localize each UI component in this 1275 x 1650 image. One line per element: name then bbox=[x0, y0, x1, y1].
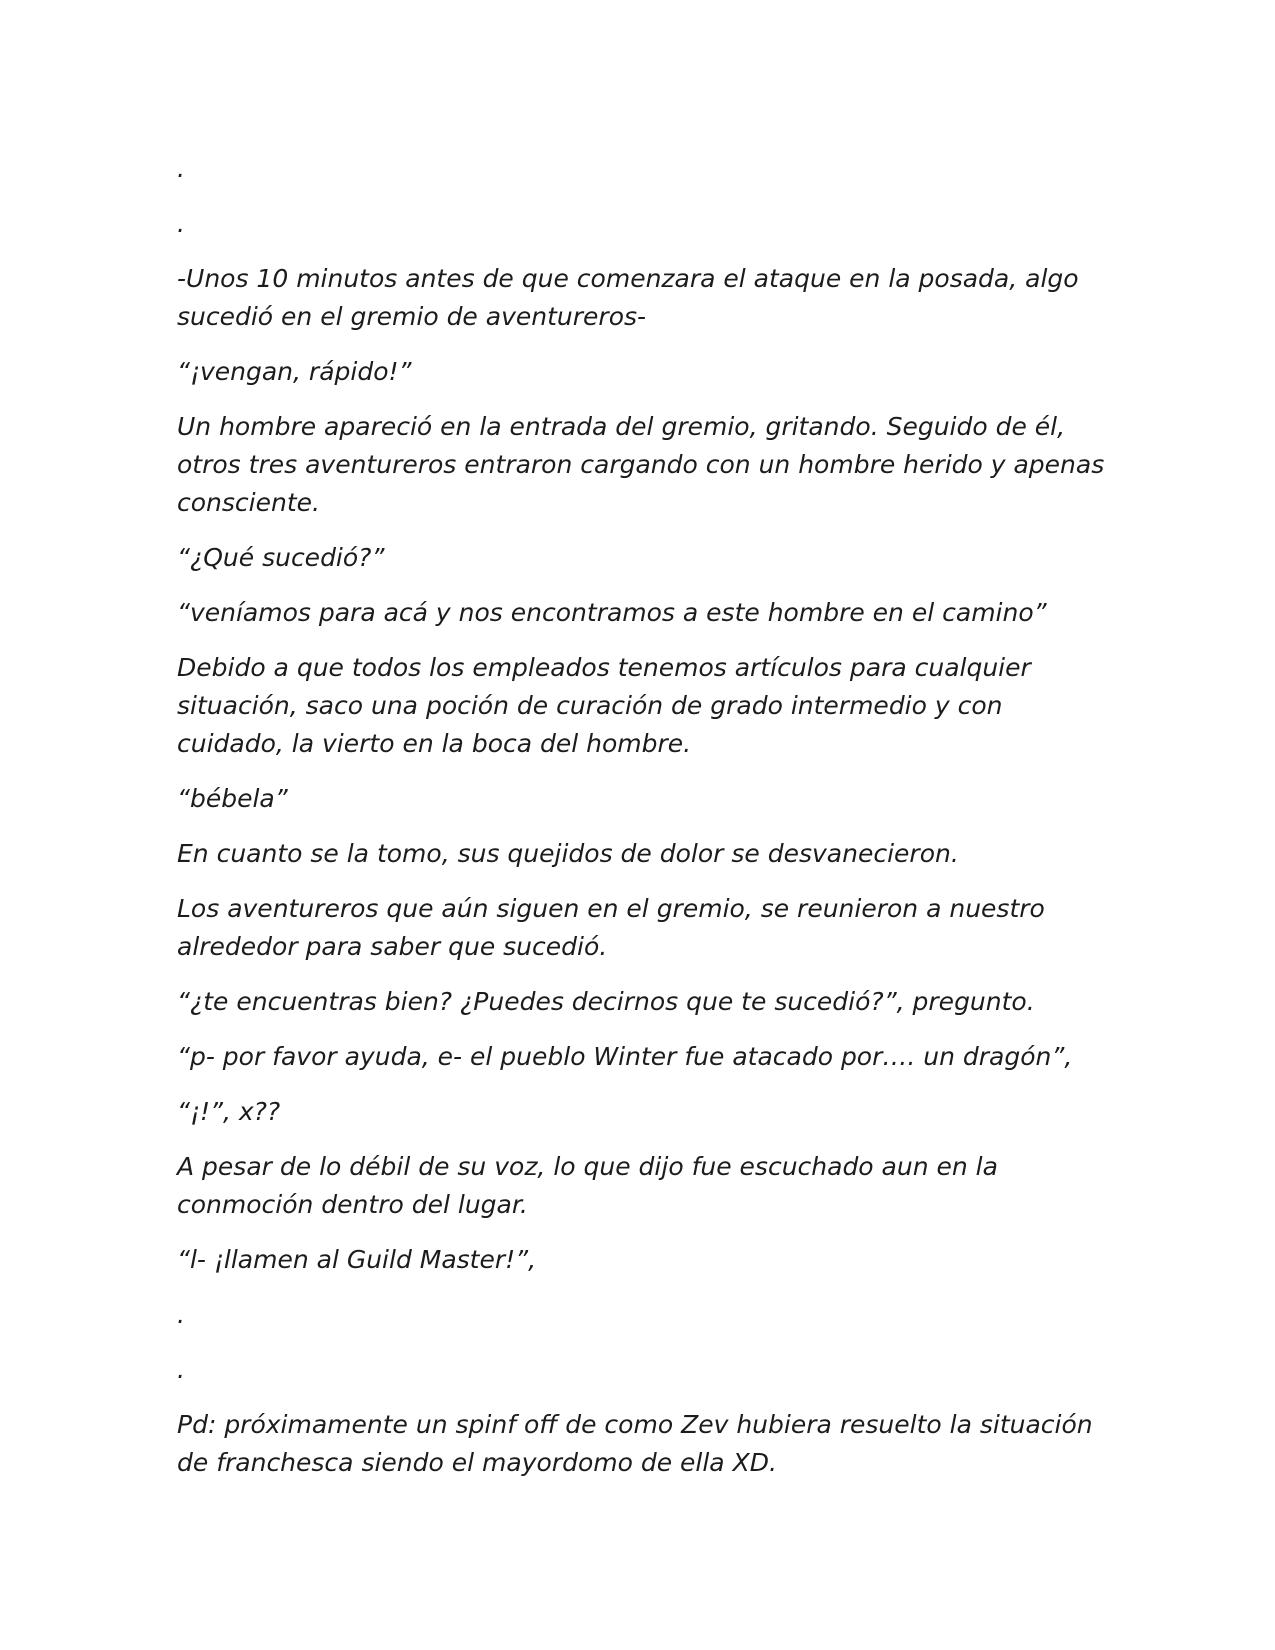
narration-paragraph: A pesar de lo débil de su voz, lo que dijo fue escuchado aun en la conmoción dentro del lugar. bbox=[177, 1152, 998, 1219]
document-text bbox=[177, 150, 1117, 1499]
dialogue-line: “¡!”, x?? bbox=[177, 1097, 281, 1126]
dialogue-line: “l- ¡llamen al Guild Master!”, bbox=[177, 1245, 537, 1274]
narration-paragraph: En cuanto se la tomo, sus quejidos de dolor se desvanecieron. bbox=[177, 839, 959, 868]
dialogue-line: “¿te encuentras bien? ¿Puedes decirnos que te sucedió?”, pregunto. bbox=[177, 987, 1035, 1016]
dialogue-line: “p- por favor ayuda, e- el pueblo Winter fue atacado por…. un dragón”, bbox=[177, 1042, 1073, 1071]
dialogue-line: “¡vengan, rápido!” bbox=[177, 357, 412, 386]
separator-dot: . bbox=[177, 1355, 185, 1384]
scene-intro: -Unos 10 minutos antes de que comenzara el ataque en la posada, algo sucedió en el gremio de aventureros- bbox=[177, 264, 1079, 331]
separator-dot: . bbox=[177, 1300, 185, 1329]
dialogue-line: “bébela” bbox=[177, 784, 288, 813]
separator-dot: . bbox=[177, 154, 185, 183]
narration-paragraph: Debido a que todos los empleados tenemos artículos para cualquier situación, saco una poción de curación de grado intermedio y con cuidado, la vierto en la boca del hombre. bbox=[177, 653, 1031, 758]
separator-dot: . bbox=[177, 209, 185, 238]
dialogue-line: “¿Qué sucedió?” bbox=[177, 543, 385, 572]
narration-paragraph: Los aventureros que aún siguen en el gremio, se reunieron a nuestro alrededor para saber que sucedió. bbox=[177, 894, 1045, 961]
narration-paragraph: Un hombre apareció en la entrada del gremio, gritando. Seguido de él, otros tres aventureros entraron cargando con un hombre herido y apenas consciente. bbox=[177, 412, 1105, 517]
dialogue-line: “veníamos para acá y nos encontramos a este hombre en el camino” bbox=[177, 598, 1047, 627]
author-note: Pd: próximamente un spinf off de como Zev hubiera resuelto la situación de franchesca siendo el mayordomo de ella XD. bbox=[177, 1410, 1093, 1477]
